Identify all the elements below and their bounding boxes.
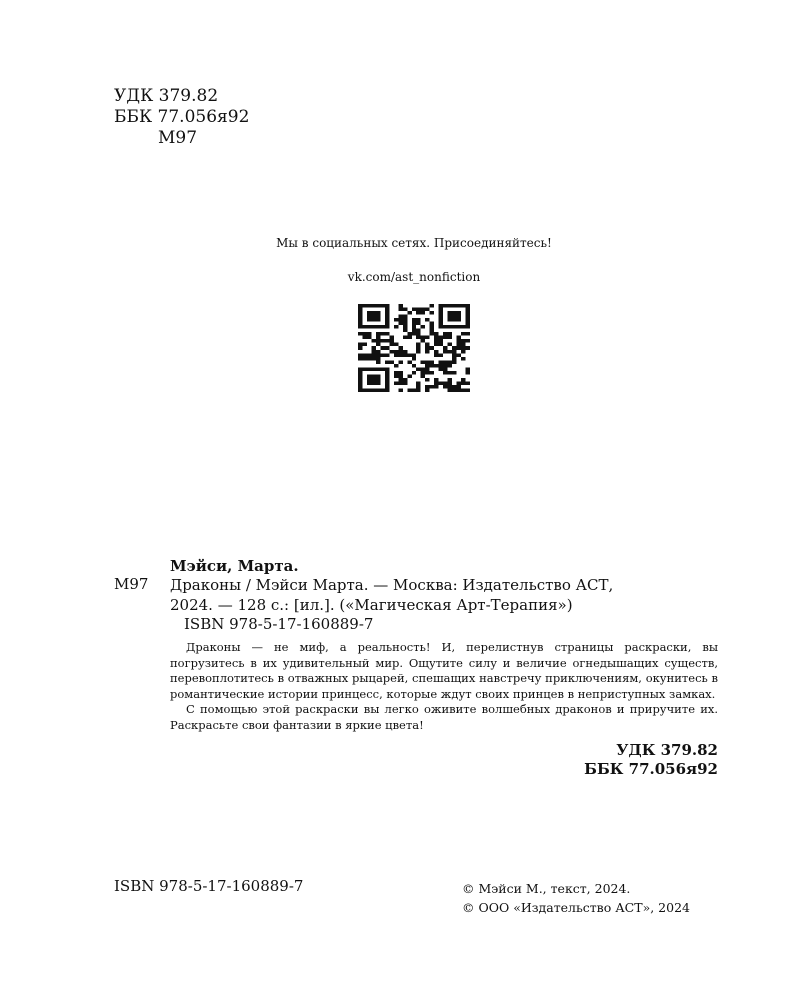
social-link[interactable]: vk.com/ast_nonfiction — [347, 270, 481, 284]
catalog-title-line2: 2024. — 128 с.: [ил.]. («Магическая Арт-Терапия») — [170, 596, 573, 614]
bbk-code: ББК 77.056я92 — [114, 107, 250, 127]
catalog-author-mark: М97 — [114, 575, 149, 593]
header-codes — [114, 86, 249, 149]
catalog-udk: УДК 379.82 — [616, 741, 718, 759]
catalog-codes — [584, 741, 718, 779]
catalog-bbk: ББК 77.056я92 — [584, 760, 718, 778]
catalog-isbn: ISBN 978-5-17-160889-7 — [184, 615, 374, 633]
footer-isbn: ISBN 978-5-17-160889-7 — [114, 877, 304, 895]
copyright-text: © Мэйси М., текст, 2024. — [462, 881, 631, 896]
author-mark: М97 — [158, 128, 198, 148]
catalog-abstract — [170, 640, 718, 733]
catalog-author: Мэйси, Марта. — [170, 557, 299, 575]
udk-code: УДК 379.82 — [114, 86, 219, 106]
copyright-publisher: © ООО «Издательство АСТ», 2024 — [462, 900, 690, 915]
abstract-paragraph-1: Драконы — не миф, а реальность! И, перелистнув страницы раскраски, вы погрузитесь в их удивительный мир. Ощутите силу и величие огнедышащих существ, перевоплотитесь в отважных рыцарей, спешащих навстречу приключениям, окунитесь в романтические истории принцесс, которые ждут своих принцев в неприступных замках. — [170, 640, 718, 701]
catalog-description — [170, 575, 718, 615]
social-text: Мы в социальных сетях. Присоединяйтесь! — [276, 236, 552, 250]
qr-code-icon — [358, 304, 470, 392]
abstract-paragraph-2: С помощью этой раскраски вы легко оживите волшебных драконов и приручите их. Раскрасьте свои фантазии в яркие цвета! — [170, 702, 718, 732]
catalog-title-line1: Драконы / Мэйси Марта. — Москва: Издательство АСТ, — [170, 576, 614, 594]
copyright-block — [462, 879, 690, 917]
